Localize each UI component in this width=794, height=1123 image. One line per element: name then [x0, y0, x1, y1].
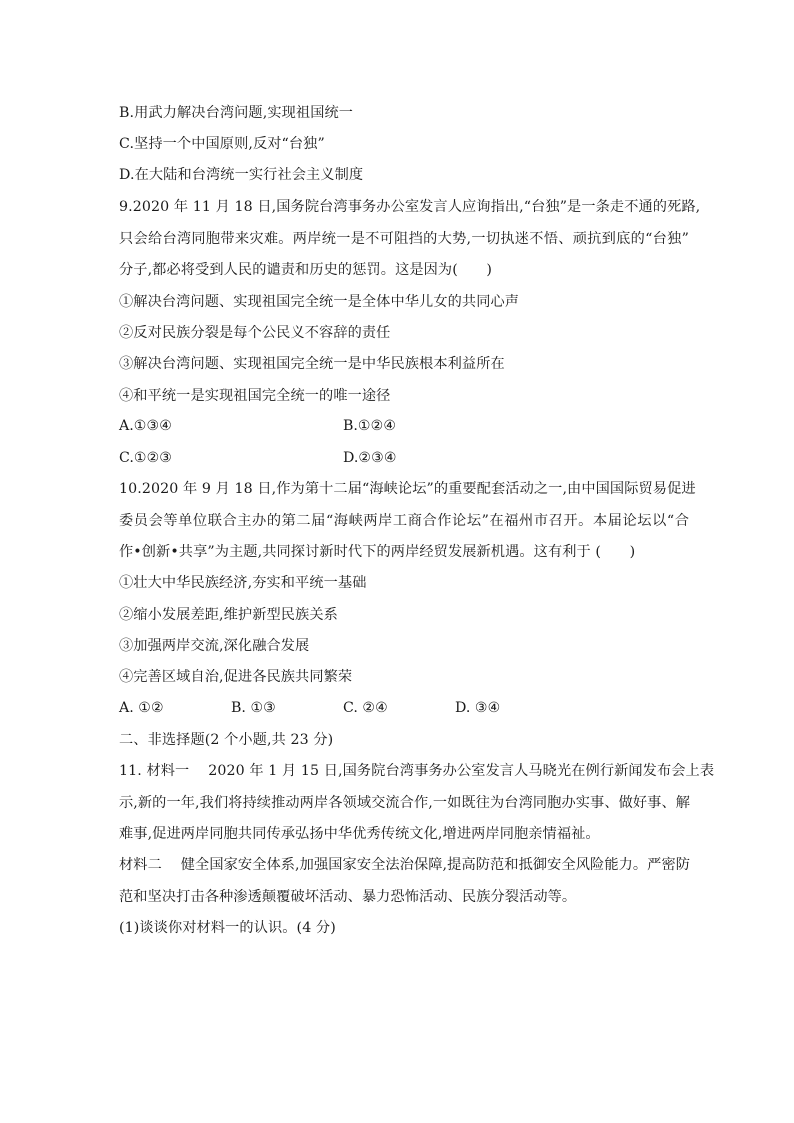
- q9-stem-line-2: 只会给台湾同胞带来灾难。两岸统一是不可阻挡的大势,一切执迷不悟、顽抗到底的“台独”: [119, 231, 689, 247]
- q10-option-a: A. ①②: [119, 700, 164, 716]
- q10-option-b: B. ①③: [231, 700, 276, 716]
- q10-stem-line-1: 10.2020 年 9 月 18 日,作为第十二届“海峡论坛”的重要配套活动之一,由中国国际贸易促进: [119, 481, 696, 497]
- q10-statement-4: ④完善区域自治,促进各民族共同繁荣: [119, 669, 353, 685]
- q11-material1-line-2: 示,新的一年,我们将持续推动两岸各领域交流合作,一如既往为台湾同胞办实事、做好事、解: [119, 795, 691, 811]
- q11-subquestion-1: (1)谈谈你对材料一的认识。(4 分): [119, 920, 336, 936]
- q10-option-c: C. ②④: [343, 700, 388, 716]
- q9-statement-2: ②反对民族分裂是每个公民义不容辞的责任: [119, 325, 391, 341]
- q8-option-b: B.用武力解决台湾问题,实现祖国统一: [119, 105, 354, 121]
- q9-stem-line-1: 9.2020 年 11 月 18 日,国务院台湾事务办公室发言人应询指出,“台独”是一条走不通的死路,: [119, 199, 701, 215]
- q11-material2-line-1: 材料二 健全国家安全体系,加强国家安全法治保障,提高防范和抵御安全风险能力。严密防: [119, 857, 691, 873]
- q9-stem-line-3: 分子,都必将受到人民的谴责和历史的惩罚。这是因为( ): [119, 262, 493, 278]
- q11-material1-line-1: 11. 材料一 2020 年 1 月 15 日,国务院台湾事务办公室发言人马晓光在例行新闻发布会上表: [119, 763, 715, 779]
- q11-material1-line-3: 难事,促进两岸同胞共同传承弘扬中华优秀传统文化,增进两岸同胞亲情福祉。: [119, 826, 600, 842]
- q10-statement-1: ①壮大中华民族经济,夯实和平统一基础: [119, 575, 367, 591]
- q9-option-d: D.②③④: [343, 450, 397, 466]
- q10-stem-line-2: 委员会等单位联合主办的第二届“海峡两岸工商合作论坛”在福州市召开。本届论坛以“合: [119, 513, 689, 529]
- q9-option-a: A.①③④: [119, 418, 172, 434]
- q9-option-c: C.①②③: [119, 450, 173, 466]
- q9-statement-1: ①解决台湾问题、实现祖国完全统一是全体中华儿女的共同心声: [119, 294, 520, 310]
- q11-material2-line-2: 范和坚决打击各种渗透颠覆破坏活动、暴力恐怖活动、民族分裂活动等。: [119, 889, 577, 905]
- section-heading-non-choice: 二、非选择题(2 个小题,共 23 分): [119, 732, 334, 748]
- q10-statement-3: ③加强两岸交流,深化融合发展: [119, 638, 310, 654]
- q8-option-c: C.坚持一个中国原则,反对“台独”: [119, 136, 325, 152]
- q9-statement-4: ④和平统一是实现祖国完全统一的唯一途径: [119, 388, 391, 404]
- q10-statement-2: ②缩小发展差距,维护新型民族关系: [119, 607, 338, 623]
- q9-option-b: B.①②④: [343, 418, 397, 434]
- q10-stem-line-3: 作•创新•共享”为主题,共同探讨新时代下的两岸经贸发展新机遇。这有利于 ( ): [119, 544, 636, 560]
- q9-statement-3: ③解决台湾问题、实现祖国完全统一是中华民族根本利益所在: [119, 356, 505, 372]
- q10-option-d: D. ③④: [455, 700, 501, 716]
- q8-option-d: D.在大陆和台湾统一实行社会主义制度: [119, 167, 364, 183]
